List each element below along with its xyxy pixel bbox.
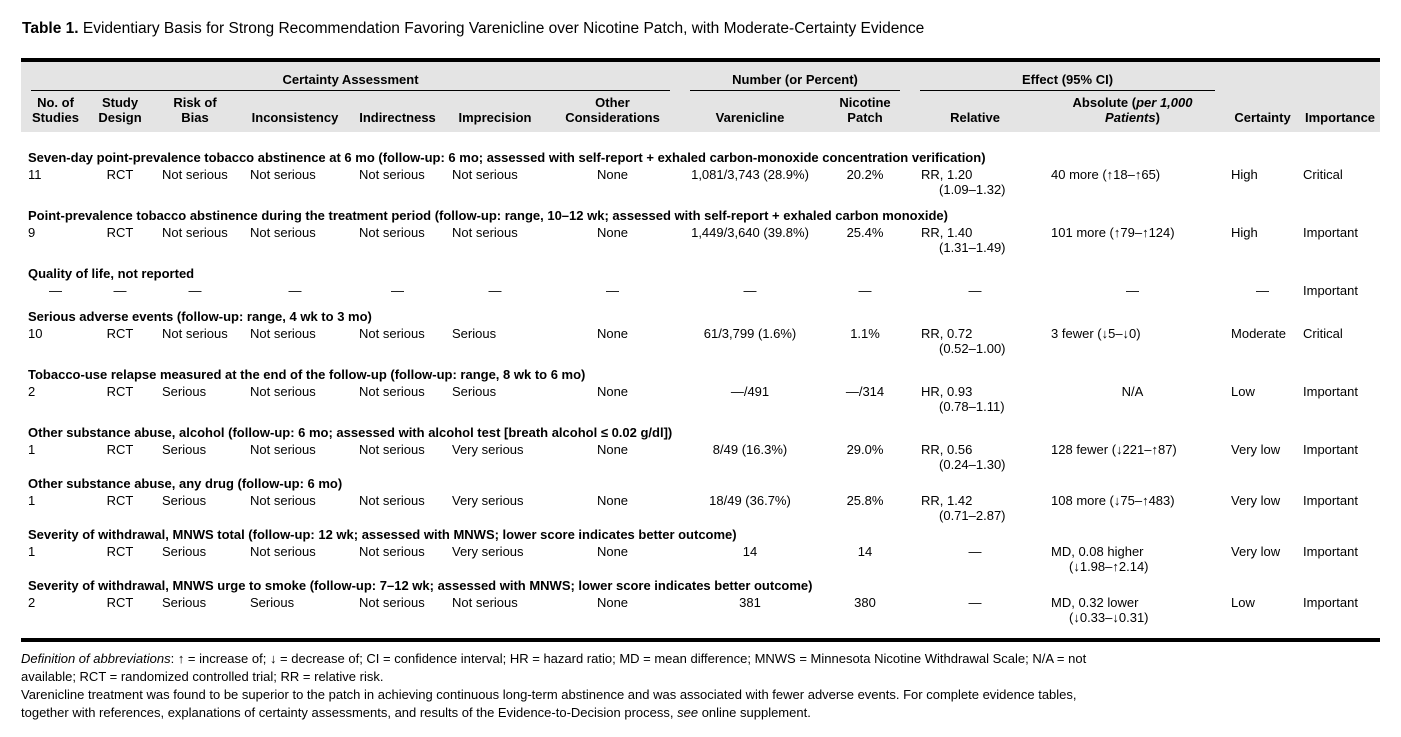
table-cell: Very serious <box>452 442 524 457</box>
table-cell: — <box>188 283 202 298</box>
section-title-row <box>21 298 1380 324</box>
table-cell: 14 <box>742 544 758 559</box>
section-title-row <box>21 523 1380 542</box>
table-cell: Serious <box>162 595 207 610</box>
table-cell: 1,081/3,743 (28.9%) <box>691 167 809 182</box>
table-cell: Not serious <box>452 595 518 610</box>
table-row <box>21 382 1380 414</box>
table-cell: 1.1% <box>850 326 880 341</box>
table-cell: RCT <box>106 442 134 457</box>
table-cell: Important <box>1303 283 1358 298</box>
col-header-nicotine-patch: Nicotine Patch <box>839 95 891 125</box>
table-cell: Very low <box>1231 544 1281 559</box>
table-cell: 29.0% <box>846 442 884 457</box>
group-number-or-percent <box>680 60 910 91</box>
col-header-relative: Relative <box>950 110 1000 125</box>
table-cell: Important <box>1303 225 1358 240</box>
section-title-row <box>21 356 1380 382</box>
section-title: Quality of life, not reported <box>28 266 195 281</box>
table-cell: Important <box>1303 493 1358 508</box>
table-cell: — <box>968 544 982 559</box>
table-cell: RCT <box>106 326 134 341</box>
table-cell: 10 <box>28 326 43 341</box>
table-cell: Not serious <box>162 167 228 182</box>
table-cell: Very low <box>1231 442 1281 457</box>
table-cell: — <box>49 283 62 298</box>
table-cell: 380 <box>854 595 876 610</box>
section-title: Other substance abuse, alcohol (follow-up: 6 mo; assessed with alcohol test [breath alcohol ≤ 0.02 g/dl]) <box>28 425 673 440</box>
table-cell: RR, 1.20 (1.09–1.32) <box>921 167 1006 197</box>
table-row <box>21 223 1380 255</box>
col-header-study-design: Study Design <box>98 95 142 125</box>
footnote-abbreviations-line2: available; RCT = randomized controlled trial; RR = relative risk. <box>21 669 384 684</box>
table-row <box>21 440 1380 472</box>
table-cell: Not serious <box>162 326 228 341</box>
table-bottom-rule <box>21 638 1380 642</box>
table-cell: Not serious <box>250 384 316 399</box>
table-cell: Not serious <box>359 225 425 240</box>
section-title-row <box>21 472 1380 491</box>
section-title-row <box>21 197 1380 223</box>
table-cell: Not serious <box>162 225 228 240</box>
table-cell: High <box>1231 167 1258 182</box>
table-row <box>21 593 1380 625</box>
table-cell: — <box>968 595 982 610</box>
table-cell: — <box>391 283 404 298</box>
table-cell: — <box>1256 283 1270 298</box>
table-cell: 40 more (↑18–↑65) <box>1051 167 1161 182</box>
table-cell: 1 <box>28 544 36 559</box>
table-cell: Important <box>1303 544 1358 559</box>
table-cell: RCT <box>106 493 134 508</box>
table-cell: Critical <box>1303 326 1343 341</box>
col-header-imprecision: Imprecision <box>458 110 532 125</box>
table-cell: Serious <box>162 493 207 508</box>
table-cell: 381 <box>739 595 761 610</box>
col-header-absolute: Absolute (per 1,000 Patients) <box>1072 95 1193 125</box>
table-cell: — <box>858 283 872 298</box>
table-cell: 1 <box>28 442 36 457</box>
group-effect <box>910 60 1225 91</box>
section-title-row <box>21 132 1380 165</box>
table-cell: Not serious <box>359 442 425 457</box>
table-cell: 25.8% <box>846 493 884 508</box>
table-cell: Important <box>1303 595 1358 610</box>
table-cell: Not serious <box>250 442 316 457</box>
footnote-summary-line2: together with references, explanations of certainty assessments, and results of the Evidence-to-Decision process, see online supplement. <box>21 705 811 720</box>
table-cell: —/491 <box>730 384 770 399</box>
table-cell: Serious <box>452 326 497 341</box>
table-row <box>21 165 1380 197</box>
table-cell: Not serious <box>359 326 425 341</box>
column-header-row <box>21 91 1380 132</box>
table-cell: 18/49 (36.7%) <box>709 493 791 508</box>
table-row <box>21 324 1380 356</box>
table-cell: Not serious <box>250 544 316 559</box>
group-header-empty <box>1225 60 1380 91</box>
table-caption <box>22 19 1380 38</box>
table-cell: Important <box>1303 442 1358 457</box>
table-cell: 25.4% <box>846 225 884 240</box>
table-cell: 2 <box>28 595 36 610</box>
table-cell: RR, 1.42 (0.71–2.87) <box>921 493 1006 523</box>
table-cell: RR, 0.56 (0.24–1.30) <box>921 442 1006 472</box>
table-cell: MD, 0.32 lower (↓0.33–↓0.31) <box>1051 595 1149 625</box>
table-cell: Low <box>1231 595 1255 610</box>
table-cell: 1 <box>28 493 36 508</box>
table-cell: Very low <box>1231 493 1281 508</box>
table-cell: Serious <box>452 384 497 399</box>
table-cell: MD, 0.08 higher (↓1.98–↑2.14) <box>1051 544 1149 574</box>
table-cell: Very serious <box>452 493 524 508</box>
table-cell: None <box>596 493 629 508</box>
table-cell: None <box>596 167 629 182</box>
group-number-label: Number (or Percent) <box>732 72 858 87</box>
table-cell: Not serious <box>359 595 425 610</box>
table-cell: Not serious <box>359 384 425 399</box>
table-cell: Not serious <box>250 167 316 182</box>
section-title: Other substance abuse, any drug (follow-up: 6 mo) <box>28 476 343 491</box>
table-cell: Critical <box>1303 167 1343 182</box>
table-cell: RCT <box>106 225 134 240</box>
table-cell: None <box>596 442 629 457</box>
table-cell: Serious <box>162 442 207 457</box>
table-header <box>21 60 1380 132</box>
section-title-row <box>21 255 1380 281</box>
table-cell: 101 more (↑79–↑124) <box>1051 225 1175 240</box>
group-effect-label: Effect (95% CI) <box>1022 72 1114 87</box>
table-row <box>21 491 1380 523</box>
group-header-row <box>21 60 1380 91</box>
col-header-inconsistency: Inconsistency <box>251 110 339 125</box>
table-body <box>21 132 1380 625</box>
table-cell: — <box>488 283 502 298</box>
footnote-abbreviations-line1: Definition of abbreviations: ↑ = increase of; ↓ = decrease of; CI = confidence interval; HR = hazard ratio; MD = mean difference; MNWS = Minnesota Nicotine Withdrawal Scale; N/A = not <box>21 651 1087 666</box>
table-cell: RCT <box>106 384 134 399</box>
table-cell: — <box>113 283 127 298</box>
table-cell: HR, 0.93 (0.78–1.11) <box>921 384 1005 414</box>
table-number: Table 1. <box>22 20 79 37</box>
table-cell: RR, 0.72 (0.52–1.00) <box>921 326 1006 356</box>
group-certainty-assessment <box>21 60 680 91</box>
col-header-indirectness: Indirectness <box>359 110 436 125</box>
table-cell: RR, 1.40 (1.31–1.49) <box>921 225 1006 255</box>
col-header-varenicline: Varenicline <box>715 110 785 125</box>
table-caption-text: Evidentiary Basis for Strong Recommendation Favoring Varenicline over Nicotine Patch, with Moderate-Certainty Evidence <box>82 20 925 37</box>
footnotes <box>21 650 1380 722</box>
table-cell: 61/3,799 (1.6%) <box>703 326 797 341</box>
col-header-importance: Importance <box>1304 110 1376 125</box>
table-cell: —/314 <box>845 384 885 399</box>
table-cell: None <box>596 225 629 240</box>
table-cell: N/A <box>1121 384 1144 399</box>
table-cell: 2 <box>28 384 36 399</box>
table-cell: 11 <box>28 167 42 182</box>
table-cell: Not serious <box>250 326 316 341</box>
col-header-certainty: Certainty <box>1234 110 1291 125</box>
table-cell: — <box>743 283 757 298</box>
group-certainty-label: Certainty Assessment <box>282 72 419 87</box>
section-title: Serious adverse events (follow-up: range, 4 wk to 3 mo) <box>28 309 372 324</box>
section-title-row <box>21 414 1380 440</box>
table-cell: RCT <box>106 595 134 610</box>
table-cell: Not serious <box>359 544 425 559</box>
table-cell: Not serious <box>250 225 316 240</box>
section-title-row <box>21 574 1380 593</box>
table-cell: 1,449/3,640 (39.8%) <box>691 225 809 240</box>
section-title: Severity of withdrawal, MNWS total (follow-up: 12 wk; assessed with MNWS; lower score indicates better outcome) <box>28 527 737 542</box>
col-header-risk-of-bias: Risk of Bias <box>173 95 217 125</box>
section-title: Seven-day point-prevalence tobacco abstinence at 6 mo (follow-up: 6 mo; assessed with self-report + exhaled carbon-monoxide concentration verification) <box>28 150 986 165</box>
table-cell: Important <box>1303 384 1358 399</box>
section-title: Point-prevalence tobacco abstinence during the treatment period (follow-up: range, 10–12 wk; assessed with self-report + exhaled carbon monoxide) <box>28 208 948 223</box>
table-cell: Serious <box>162 544 207 559</box>
table-cell: 128 fewer (↓221–↑87) <box>1051 442 1177 457</box>
table-cell: RCT <box>106 544 134 559</box>
table-cell: Not serious <box>452 225 518 240</box>
table-cell: — <box>968 283 982 298</box>
table-cell: Not serious <box>359 167 425 182</box>
footnote-summary-line1: Varenicline treatment was found to be superior to the patch in achieving continuous long-term abstinence and was associated with fewer adverse events. For complete evidence tables, <box>21 687 1077 702</box>
table-cell: — <box>288 283 302 298</box>
table-cell: Not serious <box>250 493 316 508</box>
table-cell: Not serious <box>452 167 518 182</box>
table-cell: 9 <box>28 225 36 240</box>
table-cell: RCT <box>106 167 134 182</box>
table-cell: None <box>596 544 629 559</box>
table-cell: 3 fewer (↓5–↓0) <box>1051 326 1141 341</box>
table-row <box>21 281 1380 298</box>
table-cell: 108 more (↓75–↑483) <box>1051 493 1175 508</box>
table-cell: Moderate <box>1231 326 1286 341</box>
section-title: Tobacco-use relapse measured at the end of the follow-up (follow-up: range, 8 wk to 6 mo) <box>28 367 586 382</box>
table-cell: 14 <box>857 544 873 559</box>
table-cell: None <box>596 326 629 341</box>
table-cell: None <box>596 595 629 610</box>
table-cell: — <box>606 283 619 298</box>
table-cell: Very serious <box>452 544 524 559</box>
table-cell: Serious <box>162 384 207 399</box>
col-header-no-of-studies: No. of Studies <box>32 95 79 125</box>
col-header-other-considerations: Other Considerations <box>565 95 660 125</box>
table-cell: Not serious <box>359 493 425 508</box>
table-cell: 20.2% <box>846 167 884 182</box>
table-cell: Low <box>1231 384 1255 399</box>
evidence-table <box>21 58 1380 625</box>
table-row <box>21 542 1380 574</box>
table-cell: Serious <box>250 595 295 610</box>
table-cell: None <box>596 384 629 399</box>
table-cell: 8/49 (16.3%) <box>712 442 788 457</box>
table-cell: — <box>1126 283 1140 298</box>
table-cell: High <box>1231 225 1258 240</box>
section-title: Severity of withdrawal, MNWS urge to smoke (follow-up: 7–12 wk; assessed with MNWS; lower score indicates better outcome) <box>28 578 813 593</box>
